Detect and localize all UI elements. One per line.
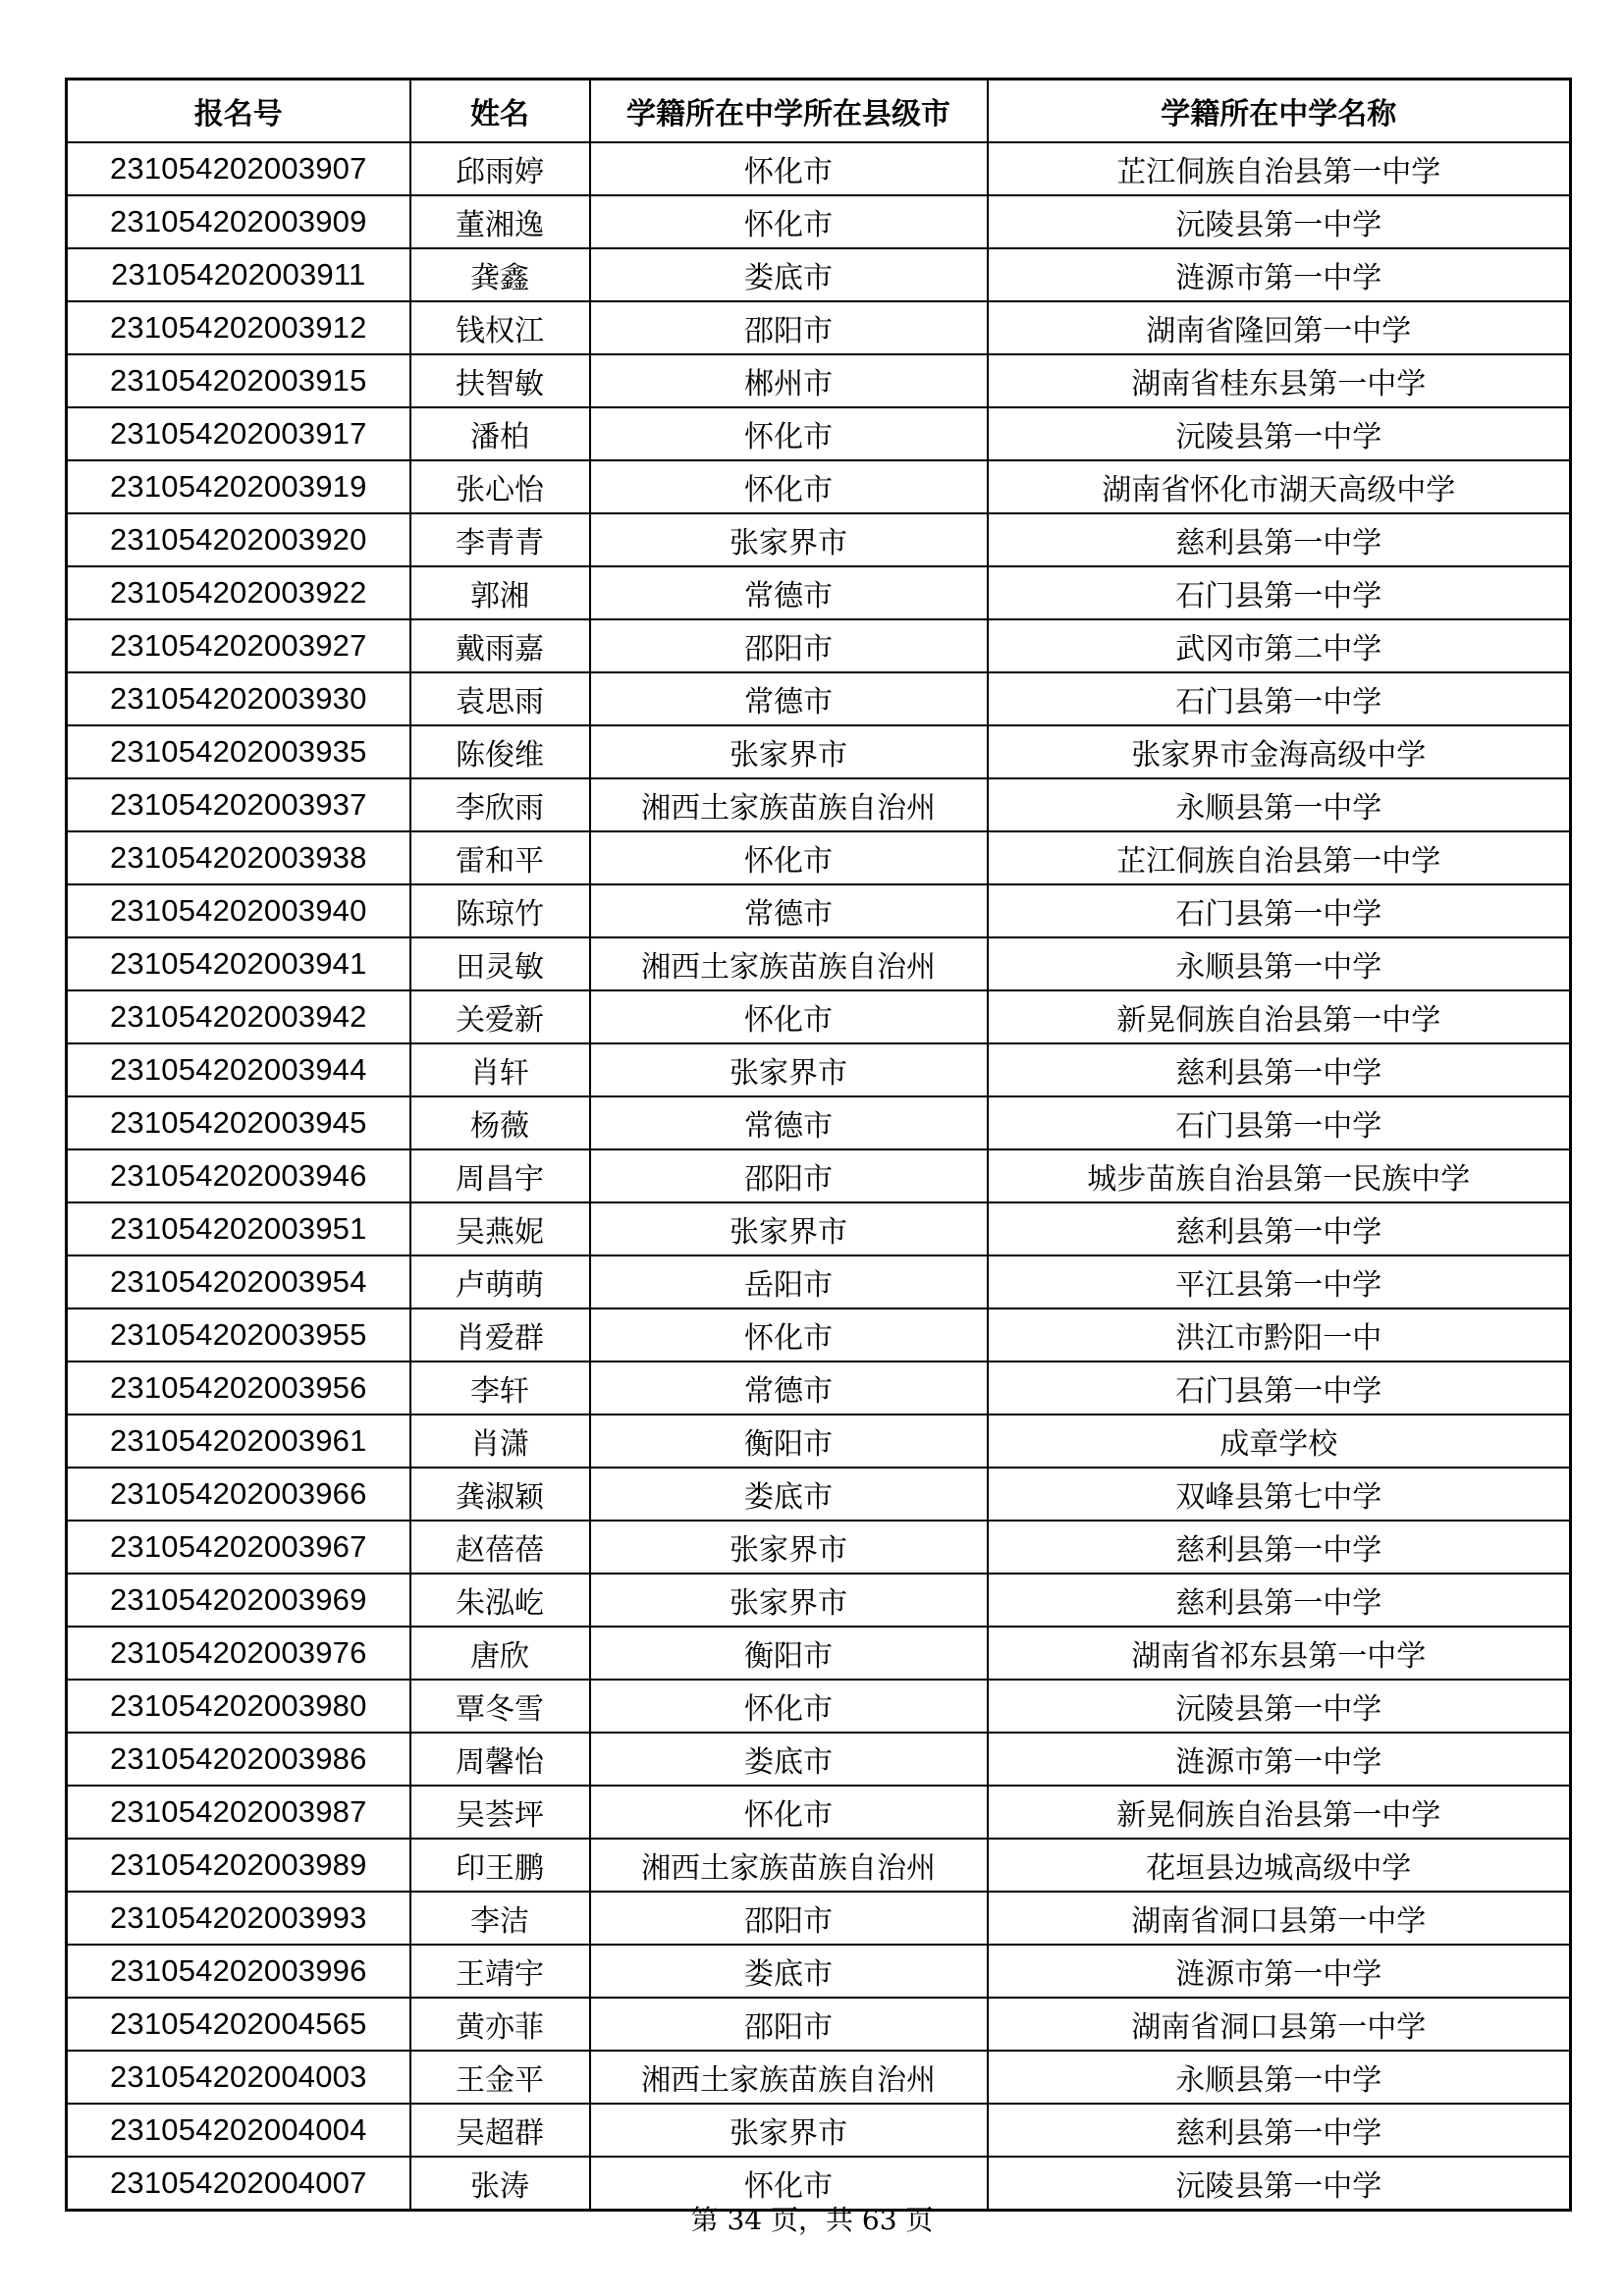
table-row: [67, 1255, 1571, 1308]
registration-number-cell: 231054202004565: [67, 1998, 410, 2051]
registration-number-cell: 231054202003915: [67, 354, 410, 407]
table-row: [67, 1892, 1571, 1945]
city-cell: 常德市: [590, 1096, 988, 1149]
name-cell: 袁思雨: [410, 672, 590, 725]
school-name-cell: 永顺县第一中学: [988, 778, 1571, 831]
table-row: [67, 937, 1571, 990]
name-cell: 龚淑颖: [410, 1468, 590, 1521]
city-cell: 邵阳市: [590, 1892, 988, 1945]
city-cell: 衡阳市: [590, 1627, 988, 1680]
school-name-cell: 石门县第一中学: [988, 672, 1571, 725]
city-cell: 湘西土家族苗族自治州: [590, 2051, 988, 2104]
school-name-cell: 沅陵县第一中学: [988, 407, 1571, 460]
city-cell: 湘西土家族苗族自治州: [590, 937, 988, 990]
name-cell: 雷和平: [410, 831, 590, 884]
school-name-cell: 湖南省洞口县第一中学: [988, 1998, 1571, 2051]
school-name-cell: 慈利县第一中学: [988, 1202, 1571, 1255]
school-name-cell: 石门县第一中学: [988, 566, 1571, 619]
table-row: [67, 2051, 1571, 2104]
registration-number-cell: 231054202003909: [67, 195, 410, 248]
city-cell: 怀化市: [590, 142, 988, 195]
registration-number-cell: 231054202003938: [67, 831, 410, 884]
city-cell: 邵阳市: [590, 301, 988, 354]
table-row: [67, 619, 1571, 672]
school-name-cell: 涟源市第一中学: [988, 1945, 1571, 1998]
table-body: [67, 142, 1571, 2211]
registration-number-cell: 231054202003969: [67, 1574, 410, 1627]
name-cell: 李欣雨: [410, 778, 590, 831]
name-cell: 杨薇: [410, 1096, 590, 1149]
table-row: [67, 1202, 1571, 1255]
table-row: [67, 884, 1571, 937]
table-row: [67, 1945, 1571, 1998]
city-cell: 常德市: [590, 1362, 988, 1415]
table-row: [67, 1415, 1571, 1468]
registration-number-cell: 231054202003961: [67, 1415, 410, 1468]
table-row: [67, 1786, 1571, 1839]
city-cell: 张家界市: [590, 1202, 988, 1255]
name-cell: 周昌宇: [410, 1149, 590, 1202]
city-cell: 邵阳市: [590, 619, 988, 672]
name-cell: 李洁: [410, 1892, 590, 1945]
school-name-cell: 新晃侗族自治县第一中学: [988, 1786, 1571, 1839]
registration-number-cell: 231054202004004: [67, 2104, 410, 2157]
registration-number-cell: 231054202004007: [67, 2157, 410, 2211]
school-name-cell: 平江县第一中学: [988, 1255, 1571, 1308]
city-cell: 娄底市: [590, 1945, 988, 1998]
school-name-cell: 成章学校: [988, 1415, 1571, 1468]
school-name-cell: 湖南省隆回第一中学: [988, 301, 1571, 354]
school-name-cell: 涟源市第一中学: [988, 248, 1571, 301]
registration-number-cell: 231054202003945: [67, 1096, 410, 1149]
registration-number-cell: 231054202003917: [67, 407, 410, 460]
registration-number-cell: 231054202003966: [67, 1468, 410, 1521]
header-school-name: 学籍所在中学名称: [988, 80, 1571, 143]
school-name-cell: 涟源市第一中学: [988, 1733, 1571, 1786]
registration-number-cell: 231054202003967: [67, 1521, 410, 1574]
table-header: [67, 80, 1571, 143]
table-row: [67, 301, 1571, 354]
header-row: [67, 80, 1571, 143]
city-cell: 邵阳市: [590, 1149, 988, 1202]
city-cell: 怀化市: [590, 2157, 988, 2211]
city-cell: 张家界市: [590, 513, 988, 566]
name-cell: 王金平: [410, 2051, 590, 2104]
city-cell: 常德市: [590, 672, 988, 725]
school-name-cell: 湖南省洞口县第一中学: [988, 1892, 1571, 1945]
school-name-cell: 张家界市金海高级中学: [988, 725, 1571, 778]
name-cell: 扶智敏: [410, 354, 590, 407]
registration-number-cell: 231054202003927: [67, 619, 410, 672]
city-cell: 张家界市: [590, 1574, 988, 1627]
table-row: [67, 1096, 1571, 1149]
school-name-cell: 慈利县第一中学: [988, 1574, 1571, 1627]
city-cell: 娄底市: [590, 1468, 988, 1521]
school-name-cell: 石门县第一中学: [988, 884, 1571, 937]
name-cell: 董湘逸: [410, 195, 590, 248]
name-cell: 田灵敏: [410, 937, 590, 990]
city-cell: 张家界市: [590, 1521, 988, 1574]
school-name-cell: 慈利县第一中学: [988, 513, 1571, 566]
name-cell: 王靖宇: [410, 1945, 590, 1998]
name-cell: 唐欣: [410, 1627, 590, 1680]
page-number: 第 34 页，共 63 页: [690, 2204, 934, 2236]
registration-number-cell: 231054202003919: [67, 460, 410, 513]
city-cell: 湘西土家族苗族自治州: [590, 1839, 988, 1892]
table-row: [67, 672, 1571, 725]
school-name-cell: 慈利县第一中学: [988, 2104, 1571, 2157]
registration-number-cell: 231054202003942: [67, 990, 410, 1043]
table-row: [67, 1362, 1571, 1415]
city-cell: 怀化市: [590, 831, 988, 884]
table-row: [67, 407, 1571, 460]
table-row: [67, 1521, 1571, 1574]
school-name-cell: 城步苗族自治县第一民族中学: [988, 1149, 1571, 1202]
school-name-cell: 花垣县边城高级中学: [988, 1839, 1571, 1892]
registration-number-cell: 231054202003956: [67, 1362, 410, 1415]
name-cell: 吴荟坪: [410, 1786, 590, 1839]
city-cell: 郴州市: [590, 354, 988, 407]
table-row: [67, 1574, 1571, 1627]
school-name-cell: 湖南省桂东县第一中学: [988, 354, 1571, 407]
school-name-cell: 湖南省怀化市湖天高级中学: [988, 460, 1571, 513]
registration-number-cell: 231054202003930: [67, 672, 410, 725]
table-row: [67, 142, 1571, 195]
registration-number-cell: 231054202003922: [67, 566, 410, 619]
header-registration-number: 报名号: [67, 80, 410, 143]
name-cell: 李青青: [410, 513, 590, 566]
table-row: [67, 1468, 1571, 1521]
school-name-cell: 芷江侗族自治县第一中学: [988, 142, 1571, 195]
name-cell: 吴超群: [410, 2104, 590, 2157]
registration-number-cell: 231054202003996: [67, 1945, 410, 1998]
registration-number-cell: 231054202003920: [67, 513, 410, 566]
registration-number-cell: 231054202003986: [67, 1733, 410, 1786]
school-name-cell: 沅陵县第一中学: [988, 195, 1571, 248]
name-cell: 印王鹏: [410, 1839, 590, 1892]
school-name-cell: 永顺县第一中学: [988, 2051, 1571, 2104]
registration-number-cell: 231054202003941: [67, 937, 410, 990]
name-cell: 张涛: [410, 2157, 590, 2211]
registration-number-cell: 231054202003937: [67, 778, 410, 831]
table-row: [67, 1627, 1571, 1680]
school-name-cell: 永顺县第一中学: [988, 937, 1571, 990]
name-cell: 吴燕妮: [410, 1202, 590, 1255]
table-row: [67, 195, 1571, 248]
name-cell: 黄亦菲: [410, 1998, 590, 2051]
table-row: [67, 1998, 1571, 2051]
registration-number-cell: 231054202003955: [67, 1308, 410, 1362]
table-row: [67, 725, 1571, 778]
school-name-cell: 双峰县第七中学: [988, 1468, 1571, 1521]
name-cell: 张心怡: [410, 460, 590, 513]
city-cell: 娄底市: [590, 1733, 988, 1786]
name-cell: 钱权江: [410, 301, 590, 354]
city-cell: 怀化市: [590, 1308, 988, 1362]
registration-number-cell: 231054202003944: [67, 1043, 410, 1096]
city-cell: 怀化市: [590, 1680, 988, 1733]
school-name-cell: 武冈市第二中学: [988, 619, 1571, 672]
admission-roster-table: [65, 78, 1572, 2212]
name-cell: 戴雨嘉: [410, 619, 590, 672]
school-name-cell: 新晃侗族自治县第一中学: [988, 990, 1571, 1043]
name-cell: 覃冬雪: [410, 1680, 590, 1733]
name-cell: 关爱新: [410, 990, 590, 1043]
city-cell: 常德市: [590, 884, 988, 937]
table-row: [67, 1043, 1571, 1096]
school-name-cell: 湖南省祁东县第一中学: [988, 1627, 1571, 1680]
name-cell: 肖爱群: [410, 1308, 590, 1362]
school-name-cell: 沅陵县第一中学: [988, 2157, 1571, 2211]
name-cell: 李轩: [410, 1362, 590, 1415]
table-row: [67, 778, 1571, 831]
city-cell: 衡阳市: [590, 1415, 988, 1468]
registration-number-cell: 231054202003940: [67, 884, 410, 937]
school-name-cell: 慈利县第一中学: [988, 1043, 1571, 1096]
city-cell: 怀化市: [590, 1786, 988, 1839]
school-name-cell: 慈利县第一中学: [988, 1521, 1571, 1574]
school-name-cell: 洪江市黔阳一中: [988, 1308, 1571, 1362]
registration-number-cell: 231054202003987: [67, 1786, 410, 1839]
city-cell: 怀化市: [590, 460, 988, 513]
registration-number-cell: 231054202003935: [67, 725, 410, 778]
registration-number-cell: 231054202003912: [67, 301, 410, 354]
table-row: [67, 1308, 1571, 1362]
table-row: [67, 2104, 1571, 2157]
registration-number-cell: 231054202003954: [67, 1255, 410, 1308]
registration-number-cell: 231054202003907: [67, 142, 410, 195]
school-name-cell: 沅陵县第一中学: [988, 1680, 1571, 1733]
table-row: [67, 354, 1571, 407]
registration-number-cell: 231054202003989: [67, 1839, 410, 1892]
city-cell: 常德市: [590, 566, 988, 619]
table-row: [67, 1839, 1571, 1892]
table-row: [67, 1733, 1571, 1786]
table-row: [67, 566, 1571, 619]
name-cell: 肖潇: [410, 1415, 590, 1468]
school-name-cell: 石门县第一中学: [988, 1096, 1571, 1149]
city-cell: 岳阳市: [590, 1255, 988, 1308]
registration-number-cell: 231054202003911: [67, 248, 410, 301]
name-cell: 周馨怡: [410, 1733, 590, 1786]
school-name-cell: 芷江侗族自治县第一中学: [988, 831, 1571, 884]
table-row: [67, 990, 1571, 1043]
name-cell: 卢萌萌: [410, 1255, 590, 1308]
city-cell: 张家界市: [590, 725, 988, 778]
city-cell: 娄底市: [590, 248, 988, 301]
registration-number-cell: 231054202003951: [67, 1202, 410, 1255]
table-row: [67, 831, 1571, 884]
name-cell: 朱泓屹: [410, 1574, 590, 1627]
name-cell: 郭湘: [410, 566, 590, 619]
table-row: [67, 513, 1571, 566]
name-cell: 陈俊维: [410, 725, 590, 778]
header-city: 学籍所在中学所在县级市: [590, 80, 988, 143]
city-cell: 怀化市: [590, 407, 988, 460]
school-name-cell: 石门县第一中学: [988, 1362, 1571, 1415]
city-cell: 张家界市: [590, 1043, 988, 1096]
city-cell: 怀化市: [590, 195, 988, 248]
registration-number-cell: 231054202003993: [67, 1892, 410, 1945]
name-cell: 陈琼竹: [410, 884, 590, 937]
city-cell: 邵阳市: [590, 1998, 988, 2051]
table-row: [67, 460, 1571, 513]
city-cell: 怀化市: [590, 990, 988, 1043]
city-cell: 张家界市: [590, 2104, 988, 2157]
name-cell: 龚鑫: [410, 248, 590, 301]
name-cell: 赵蓓蓓: [410, 1521, 590, 1574]
registration-number-cell: 231054202003946: [67, 1149, 410, 1202]
name-cell: 肖轩: [410, 1043, 590, 1096]
registration-number-cell: 231054202004003: [67, 2051, 410, 2104]
registration-number-cell: 231054202003980: [67, 1680, 410, 1733]
name-cell: 潘柏: [410, 407, 590, 460]
registration-number-cell: 231054202003976: [67, 1627, 410, 1680]
name-cell: 邱雨婷: [410, 142, 590, 195]
header-name: 姓名: [410, 80, 590, 143]
city-cell: 湘西土家族苗族自治州: [590, 778, 988, 831]
table-row: [67, 1680, 1571, 1733]
table-row: [67, 1149, 1571, 1202]
table-row: [67, 248, 1571, 301]
